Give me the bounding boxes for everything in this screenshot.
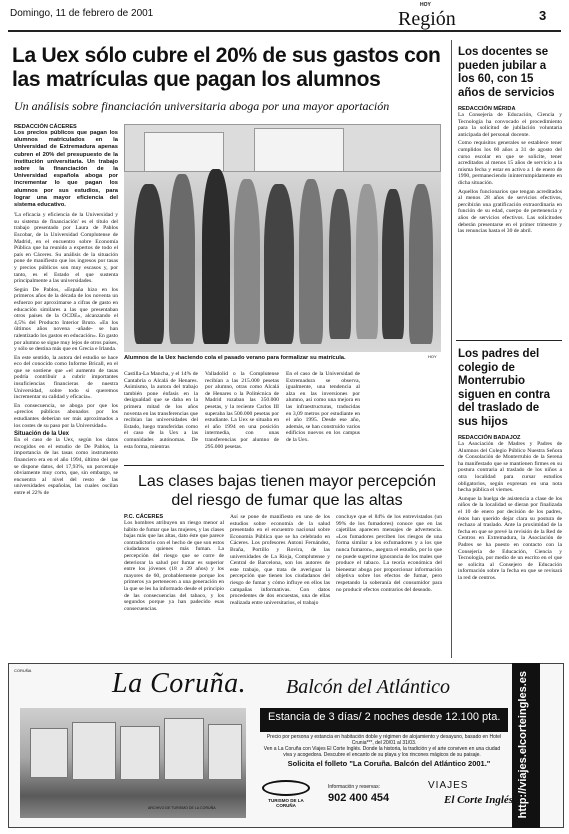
ad-city-photo [20,708,246,818]
ad-price-note: Precio por persona y estancia en habitación doble y régimen de alojamiento y desayuno, basado en Hotel Crunia***, del 20/01 al 31/03. [266,734,502,746]
turismo-label: TURISMO DE LA CORUÑA [268,798,304,808]
main-column-3: Valladolid o la Complutense recibían a las 215.000 pesetas por alumno, otras como Alcalá de Henares o la Politécnica de Madrid rozaban las 350.000 pesetas, y la reciente Carlos III superaba las 500.000 pesetas por estudiante. La Uex se situaba en el año 1994 en una posición intermedia, con unas transferencias por alumno de 295.000 pesetas. [205,371,279,450]
corte-ingles-logo: El Corte Inglés [444,794,514,806]
second-byline: P.C. CÁCERES [124,514,164,520]
header-section: Región [398,8,456,30]
main-column-4: En el caso de la Universidad de Extremadura se observa, igualmente, una tendencia al alza en las inversiones por alumno, así como una mejora en las infraestructuras, traducidas en 3,09 metros por estudiante en el año 1995. Desde ese año, además, se han construido varios edificios nuevos en los campus de la Uex. [286,371,360,443]
section-rule [124,465,444,466]
header-brand: HOY [420,2,431,8]
main-paragraph: En este sentido, la autora del estudio se hace eco del conocido como Informe Bricall, en el que se sostiene que «el aumento de tasas podría contribuir a cubrir importantes insuficiencias financieras de nuestra Universidad, sobre todo si queremos incrementar su calidad y eficacia». [14,354,118,401]
ad-title: La Coruña. [112,668,247,699]
viajes-label: VIAJES [428,780,469,791]
right-article-1 [458,46,562,235]
main-subsection-title: Situación de la Uex [14,431,70,438]
page-number: 3 [539,8,547,23]
ad-price: Estancia de 3 días/ 2 noches desde 12.100 pta. [268,711,501,723]
second-column-2: Así se pone de manifiesto en uno de los estudios sobre economía de la salud presentado en el encuentro nacional sobre Economía Pública que se ha celebrado en Cáceres. Los profesores Antoni Fernández, Braña, Portillo y Rovira, de las universidades de La Rioja, Complutense y Central de Barcelona, son los autores de este trabajo, que trata de averiguar la percepción que tienen los ciudadanos del riesgo de fumar y cómo influye en ellos las campañas informativas. Con datos procedentes de dos encuestas, una de ellas realizada entre universitarios, el trabajo [230,514,330,606]
main-lead: Los precios públicos que pagan los alumnos matriculados en la Universidad de Extremadura apenas cubren el 20% del presupuesto de la institución universitaria. Un trabajo sobre la financiación de la Universidad española aboga por incrementar lo que pagan los alumnos por sus estudios, para lograr una mayor eficiencia del sistema educativo. [14,130,118,209]
right-rule [456,340,562,341]
right2-headline: Los padres del colegio de Monterrubio siguen en contra del traslado de sus hijos [458,348,551,428]
ad-url: http://viajes.elcorteingles.es [517,671,529,819]
main-column-1 [14,124,118,497]
photo-caption: Alumnos de la Uex haciendo cola el pasado verano para formalizar su matrícula. [124,355,346,361]
main-headline: La Uex sólo cubre el 20% de sus gastos con las matrículas que pagan los alumnos [12,44,441,91]
right1-paragraph: Aquellos funcionarios que tengan acreditados al menos 28 años de servicios efectivos, percibirán una gratificación extraordinaria en función de su edad, cuerpo de pertenencia y años de servicios efectivos. Las solicitudes deberán presentarse en el primer trimestre y las renuncias hasta el 30 de abril. [458,188,562,235]
right1-byline: REDACCIÓN MÉRIDA [458,106,516,112]
right1-headline: Los docentes se pueden jubilar a los 60, con 15 años de servicios [458,46,555,99]
photo-credit: HOY [428,354,437,359]
phone-number: 902 400 454 [328,792,390,804]
header-rule [8,30,561,32]
right-article-2 [458,348,562,581]
ad-info-text: Ven a La Coruña con Viajes El Corte Inglés. Donde la historia, la tradición y el arte conviven en una ciudad viva y acogedora. Descubre el encanto de su playa y los rincones mágicos de su paisaje. [263,746,501,758]
main-column-2: Castilla-La Mancha, y el 14% de Cantabria o Alcalá de Henares. Asimismo, la autora del trabajo también pone énfasis en la desigualdad que se daba en la primera mitad de los años noventa en las transferencias que recibían las universidades del Estado, luego transferidas como el caso de la Uex a las comunidades autónomas. De esta forma, mientras [124,371,198,450]
right1-paragraph: La Consejería de Educación, Ciencia y Tecnología ha convocado el procedimiento para la solicitud de jubilación voluntaria anticipada del personal docente. [458,112,562,138]
column-divider [451,40,452,658]
header-date: Domingo, 11 de febrero de 2001 [10,8,154,19]
queue-photo [124,124,441,352]
second-column-3: concluye que el 84% de los entrevistados (un 99% de los fumadores) conoce que en las cajetillas aparecen mensajes de advertencia. «Los fumadores perciben los riesgos de una forma similar a los exfumadores y a los que nunca fumaron», asegura el estudio, por lo que no puede sugerirse ignorancia de los males que produce el tabaco. La teoría económica del bienestar aboga por proporcionar información objetiva sobre los efectos de fumar, pero respetando la soberanía del consumidor para no producir efectos contrarios del deseado. [336,514,442,593]
main-byline: REDACCIÓN CÁCERES [14,124,77,130]
ad-title-2: Balcón del Atlántico [286,676,451,698]
right1-paragraph: Como requisitos generales se establece tener cumplidos los 60 años a 31 de agosto del curso escolar en que se solicite, tener acreditados al menos 15 años de servicio a la misma fecha y estar en activo a 1 de enero de 1990, permaneciendo ininterrumpidamente en dicha situación. [458,140,562,186]
phone-label: Información y reservas: [328,784,380,790]
main-subhead: Un análisis sobre financiación universitaria aboga por una mayor aportación [14,99,390,113]
ad-url-strip [512,663,540,828]
main-paragraph: Según De Pablos, «España hizo en los primeros años de la década de los noventa un esfuerzo por aproximarse a cifras de gasto en educación similares a las que presentaban otros países de la OCDE», alcanzando el 4,5% del Producto Interior Bruto. «En los últimos años novena -añade- se han ralentizado los gastos en educación». En gasto por alumno se sigue muy lejos de otros países, y sólo se destina más que en Grecia e Irlanda. [14,286,118,353]
ad-corner-label: CORUÑA [14,668,32,673]
second-column-1 [124,514,224,612]
main-paragraph: 'La eficacia y eficiencia de la Universidad y su sistema de financiación' es el título del trabajo presentado por Laura de Pablos Escobar, de la Universidad Complutense de Madrid, en el encuentro sobre Economía Pública que ha reunido a expertos de todo el país en Cáceres. Su análisis de la situación pone de manifiesto que los ingresos por tasas y precios públicos son muy escasos y, por tanto, es el Estado el que sustenta principalmente a las universidades. [14,212,118,285]
second-headline: Las clases bajas tienen mayor percepción del riesgo de fumar que las altas [138,473,436,509]
right2-byline: REDACCIÓN BADAJOZ [458,435,521,441]
second-paragraph: Los hombres atribuyen un riesgo menor al hábito de fumar que las mujeres, y las clases bajas más que las altas, dato éste que parece contradictorio con el hecho de que son estos ciudadanos quienes más fuman. La percepción del riesgo que se corre de deteriorar la salud por fumar es superior entre los jóvenes (18 a 29 años) y los mayores de 60, probablemente porque los primeros ya pertenecen a una generación en la que se les ha informado desde el principio de las consecuencias del tabaco, y los segundos porque ya han padecido esas consecuencias. [124,520,224,612]
ad-photo-label: ARCHIVO DE TURISMO DE LA CORUÑA [148,806,216,810]
main-paragraph: En el caso de la Uex, según los datos recogidos en el estudio de De Pablos, la importancia de las tasas como instrumento financiero era en el año 1994, último del que se dispone datos, del 17,93%, un porcentaje obviamente muy corto, que, sin embargo, se encuentra al nivel del resto de las universidades españolas, las cuales oscilan entre el 22% de [14,437,118,496]
main-paragraph: En consecuencia, se aboga por que los «precios públicos abonados por los estudiantes deberían ser más aproximados a los costes de su paso por la Universidad». [14,402,118,429]
right2-paragraph: Aunque la huelga de asistencia a clase de los niños de la localidad se dieran por finalizada el 10 de enero por decisión de los padres, éstos han querido dejar clara su postura de rechazo al traslado. Ante la proximidad de la fecha en que se prevé la revisión de la Red de Centros en Extremadura, la Asociación de Padres se ha puesto en contacto con la Consejería de Educación, Ciencia y Tecnología, por medio de un escrito en el que se solicita al Consejero de Educación información sobre la fecha en que se revisará la red de centros. [458,495,562,581]
right2-paragraph: La Asociación de Madres y Padres de Alumnos del Colegio Público Nuestra Señora de Consolación de Monterrubio de la Serena ha manifestado que se mantienen firmes en su postura contraria al traslado de los niños a otra localidad para cursar estudios obligatorios, según expresan en una nota hecha pública el viernes. [458,441,562,494]
turismo-logo-icon [262,780,310,796]
ad-request-text: Solicita el folleto "La Coruña. Balcón del Atlántico 2001." [287,759,491,768]
